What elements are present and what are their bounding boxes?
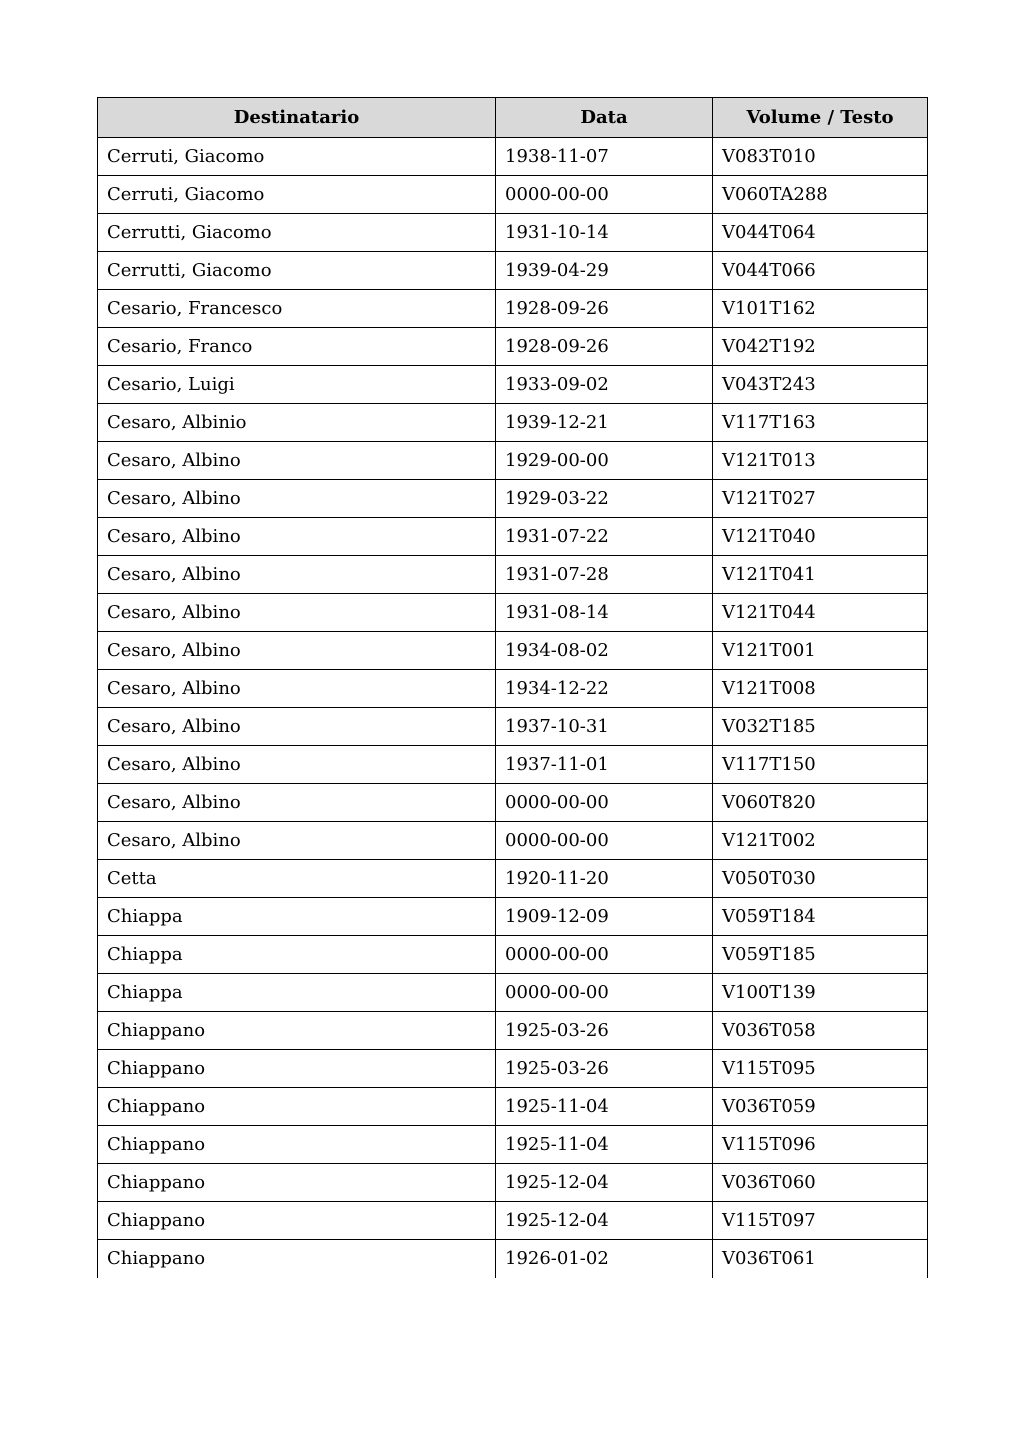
cell-destinatario: Chiappa (98, 936, 496, 974)
table-row (98, 974, 928, 1012)
cell-destinatario: Chiappa (98, 974, 496, 1012)
cell-volume-testo: V036T058 (713, 1012, 928, 1050)
table-row (98, 670, 928, 708)
cell-destinatario: Cesaro, Albino (98, 556, 496, 594)
table-row (98, 1126, 928, 1164)
cell-volume-testo: V121T008 (713, 670, 928, 708)
cell-volume-testo: V044T064 (713, 214, 928, 252)
cell-data: 1925-03-26 (496, 1012, 713, 1050)
cell-destinatario: Chiappano (98, 1202, 496, 1240)
cell-volume-testo: V121T013 (713, 442, 928, 480)
cell-data: 1931-07-22 (496, 518, 713, 556)
cell-data: 1931-07-28 (496, 556, 713, 594)
cell-destinatario: Cerruti, Giacomo (98, 176, 496, 214)
correspondence-index-table (97, 97, 928, 1278)
cell-volume-testo: V115T097 (713, 1202, 928, 1240)
table-row (98, 138, 928, 176)
cell-data: 1920-11-20 (496, 860, 713, 898)
header-row (98, 98, 928, 138)
table-row (98, 442, 928, 480)
cell-destinatario: Chiappa (98, 898, 496, 936)
table-row (98, 1240, 928, 1278)
cell-destinatario: Cesaro, Albino (98, 784, 496, 822)
cell-volume-testo: V043T243 (713, 366, 928, 404)
table-row (98, 860, 928, 898)
cell-volume-testo: V115T095 (713, 1050, 928, 1088)
cell-destinatario: Cesario, Franco (98, 328, 496, 366)
cell-destinatario: Cesaro, Albino (98, 746, 496, 784)
cell-volume-testo: V121T027 (713, 480, 928, 518)
table-row (98, 518, 928, 556)
cell-data: 1929-00-00 (496, 442, 713, 480)
cell-volume-testo: V059T184 (713, 898, 928, 936)
cell-data: 1939-04-29 (496, 252, 713, 290)
cell-data: 0000-00-00 (496, 936, 713, 974)
cell-destinatario: Chiappano (98, 1088, 496, 1126)
cell-volume-testo: V117T163 (713, 404, 928, 442)
cell-data: 1937-10-31 (496, 708, 713, 746)
cell-volume-testo: V044T066 (713, 252, 928, 290)
cell-destinatario: Cerrutti, Giacomo (98, 252, 496, 290)
cell-destinatario: Cesaro, Albino (98, 442, 496, 480)
cell-destinatario: Cesario, Francesco (98, 290, 496, 328)
table-row (98, 936, 928, 974)
table-row (98, 1202, 928, 1240)
cell-data: 1939-12-21 (496, 404, 713, 442)
cell-data: 1926-01-02 (496, 1240, 713, 1278)
cell-destinatario: Cesaro, Albinio (98, 404, 496, 442)
table-row (98, 784, 928, 822)
table-row (98, 366, 928, 404)
table-row (98, 1164, 928, 1202)
cell-destinatario: Chiappano (98, 1012, 496, 1050)
cell-destinatario: Chiappano (98, 1050, 496, 1088)
cell-volume-testo: V121T044 (713, 594, 928, 632)
cell-data: 1909-12-09 (496, 898, 713, 936)
column-header-data: Data (496, 98, 713, 138)
table-row (98, 898, 928, 936)
cell-destinatario: Cesaro, Albino (98, 594, 496, 632)
cell-volume-testo: V042T192 (713, 328, 928, 366)
table-row (98, 746, 928, 784)
cell-volume-testo: V032T185 (713, 708, 928, 746)
cell-destinatario: Cetta (98, 860, 496, 898)
cell-data: 1925-03-26 (496, 1050, 713, 1088)
cell-volume-testo: V036T059 (713, 1088, 928, 1126)
cell-data: 1925-12-04 (496, 1202, 713, 1240)
cell-destinatario: Cesario, Luigi (98, 366, 496, 404)
table-row (98, 1012, 928, 1050)
cell-volume-testo: V121T041 (713, 556, 928, 594)
cell-volume-testo: V121T001 (713, 632, 928, 670)
cell-volume-testo: V121T040 (713, 518, 928, 556)
table-row (98, 556, 928, 594)
table-row (98, 822, 928, 860)
table-row (98, 176, 928, 214)
table-row (98, 290, 928, 328)
cell-data: 0000-00-00 (496, 822, 713, 860)
cell-volume-testo: V121T002 (713, 822, 928, 860)
cell-data: 1928-09-26 (496, 328, 713, 366)
cell-destinatario: Cesaro, Albino (98, 708, 496, 746)
cell-data: 1934-08-02 (496, 632, 713, 670)
cell-volume-testo: V059T185 (713, 936, 928, 974)
cell-destinatario: Cesaro, Albino (98, 518, 496, 556)
cell-volume-testo: V117T150 (713, 746, 928, 784)
cell-destinatario: Cerrutti, Giacomo (98, 214, 496, 252)
cell-data: 1925-12-04 (496, 1164, 713, 1202)
cell-destinatario: Cerruti, Giacomo (98, 138, 496, 176)
cell-data: 1925-11-04 (496, 1126, 713, 1164)
cell-data: 1931-08-14 (496, 594, 713, 632)
cell-data: 1937-11-01 (496, 746, 713, 784)
cell-data: 0000-00-00 (496, 784, 713, 822)
cell-destinatario: Chiappano (98, 1126, 496, 1164)
cell-data: 1931-10-14 (496, 214, 713, 252)
table-row (98, 1050, 928, 1088)
column-header-destinatario: Destinatario (98, 98, 496, 138)
column-header-volume-testo: Volume / Testo (713, 98, 928, 138)
cell-destinatario: Chiappano (98, 1164, 496, 1202)
cell-data: 0000-00-00 (496, 176, 713, 214)
cell-destinatario: Cesaro, Albino (98, 632, 496, 670)
cell-volume-testo: V115T096 (713, 1126, 928, 1164)
cell-data: 1934-12-22 (496, 670, 713, 708)
cell-data: 1933-09-02 (496, 366, 713, 404)
table-row (98, 708, 928, 746)
table-row (98, 252, 928, 290)
cell-destinatario: Cesaro, Albino (98, 670, 496, 708)
cell-volume-testo: V060TA288 (713, 176, 928, 214)
cell-data: 1938-11-07 (496, 138, 713, 176)
cell-volume-testo: V100T139 (713, 974, 928, 1012)
table-row (98, 594, 928, 632)
table-row (98, 328, 928, 366)
table-body (98, 138, 928, 1278)
cell-data: 0000-00-00 (496, 974, 713, 1012)
cell-volume-testo: V060T820 (713, 784, 928, 822)
table-row (98, 404, 928, 442)
cell-data: 1928-09-26 (496, 290, 713, 328)
cell-volume-testo: V036T061 (713, 1240, 928, 1278)
cell-volume-testo: V101T162 (713, 290, 928, 328)
cell-volume-testo: V036T060 (713, 1164, 928, 1202)
cell-volume-testo: V050T030 (713, 860, 928, 898)
cell-data: 1929-03-22 (496, 480, 713, 518)
cell-destinatario: Chiappano (98, 1240, 496, 1278)
cell-destinatario: Cesaro, Albino (98, 822, 496, 860)
cell-data: 1925-11-04 (496, 1088, 713, 1126)
table-row (98, 480, 928, 518)
table-row (98, 632, 928, 670)
table-header (98, 98, 928, 138)
cell-destinatario: Cesaro, Albino (98, 480, 496, 518)
cell-volume-testo: V083T010 (713, 138, 928, 176)
table-row (98, 1088, 928, 1126)
table-row (98, 214, 928, 252)
